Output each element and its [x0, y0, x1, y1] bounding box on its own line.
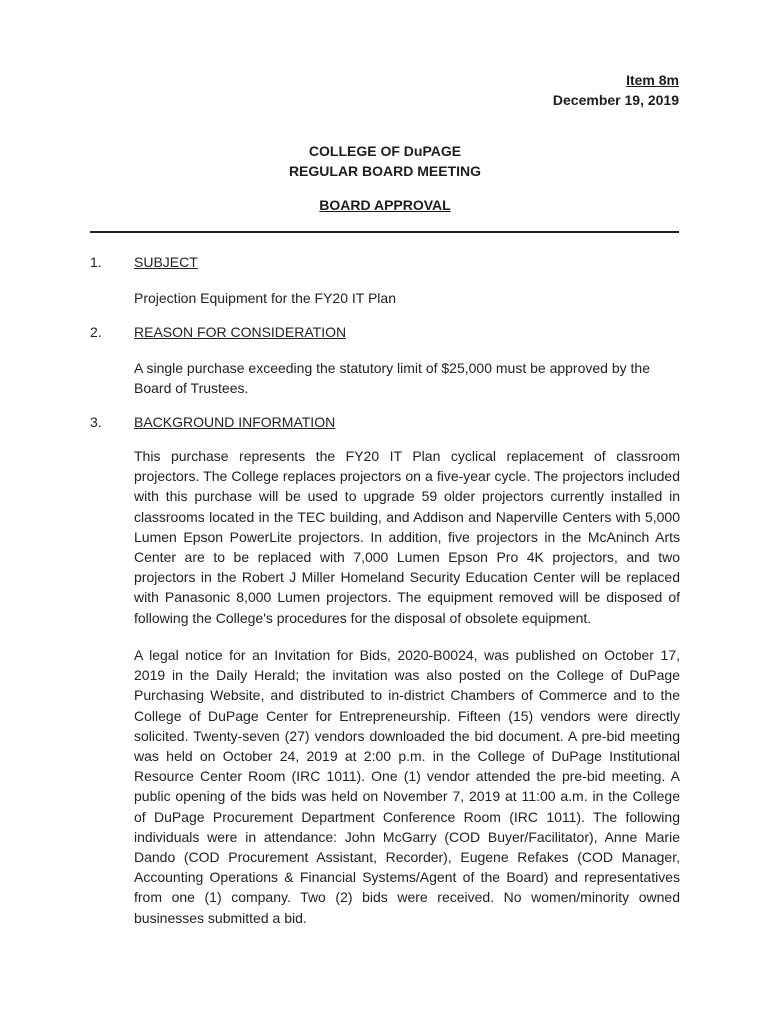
section-2-number: 2. — [90, 324, 102, 340]
section-3-number: 3. — [90, 414, 102, 430]
item-number: Item 8m — [626, 72, 679, 88]
section-2-heading: REASON FOR CONSIDERATION — [134, 324, 347, 340]
section-3-paragraph-1: This purchase represents the FY20 IT Plan cyclical replacement of classroom projectors. The College replaces projectors on a five-year cycle. The projectors included with this purchase will be used to upgrade 59 older projectors currently installed in classrooms located in the TEC building, and Addison and Naperville Centers with 5,000 Lumen Epson PowerLite projectors. In addition, five projectors in the McAninch Arts Center are to be replaced with 7,000 Lumen Epson Pro 4K projectors, and two projectors in the Robert J Miller Homeland Security Education Center will be replaced with Panasonic 8,000 Lumen projectors. The equipment removed will be disposed of following the College's procedures for the disposal of obsolete equipment. — [134, 448, 680, 626]
section-1-heading: SUBJECT — [134, 254, 198, 270]
board-approval-heading: BOARD APPROVAL — [319, 197, 451, 213]
header-divider — [90, 231, 679, 233]
section-2-text: A single purchase exceeding the statutory limit of $25,000 must be approved by the Board of Trustees. — [134, 360, 650, 397]
section-3-paragraph-2: A legal notice for an Invitation for Bids, 2020-B0024, was published on October 17, 2019 in the Daily Herald; the invitation was also posted on the College of DuPage Purchasing Website, and distributed to in-district Chambers of Commerce and to the College of DuPage Center for Entrepreneurship. Fifteen (15) vendors were directly solicited. Twenty-seven (27) vendors downloaded the bid document. A pre-bid meeting was held on October 24, 2019 at 2:00 p.m. in the College of DuPage Institutional Resource Center Room (IRC 1011). One (1) vendor attended the pre-bid meeting. A public opening of the bids was held on November 7, 2019 at 11:00 a.m. in the College of DuPage Procurement Department Conference Room (IRC 1011). The following individuals were in attendance: John McGarry (COD Buyer/Facilitator), Anne Marie Dando (COD Procurement Assistant, Recorder), Eugene Refakes (COD Manager, Accounting Operations & Financial Systems/Agent of the Board) and representatives from one (1) company. Two (2) bids were received. No women/minority owned businesses submitted a bid. — [134, 647, 680, 926]
document-title — [0, 141, 770, 181]
meeting-date: December 19, 2019 — [552, 92, 679, 108]
college-name: COLLEGE OF DuPAGE — [308, 143, 462, 159]
item-header — [553, 70, 679, 110]
meeting-type: REGULAR BOARD MEETING — [288, 163, 482, 179]
section-3-heading: BACKGROUND INFORMATION — [134, 414, 336, 430]
section-1-text: Projection Equipment for the FY20 IT Plan — [134, 290, 396, 306]
section-1-number: 1. — [90, 254, 102, 270]
